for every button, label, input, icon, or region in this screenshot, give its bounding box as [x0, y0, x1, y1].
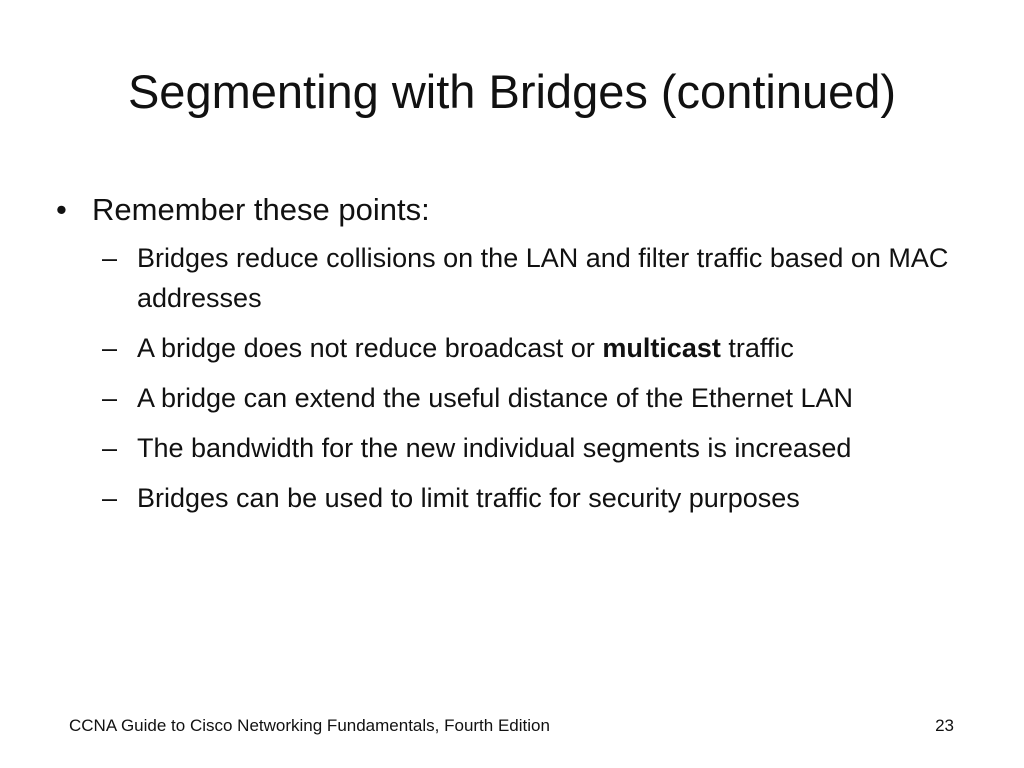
sub-bullet-text: A bridge can extend the useful distance of the Ethernet LAN	[137, 383, 853, 413]
dash-glyph: –	[102, 243, 118, 273]
dash-glyph: –	[102, 433, 118, 463]
bullet-glyph: •	[56, 192, 67, 227]
dash-glyph: –	[102, 383, 118, 413]
sub-bullet-text: Bridges can be used to limit traffic for security purposes	[137, 483, 800, 513]
sub-bullet-item	[56, 428, 956, 468]
bullet-item	[56, 190, 956, 230]
dash-glyph: –	[102, 333, 118, 363]
footer-page-number: 23	[935, 716, 954, 735]
sub-bullet-item	[56, 378, 956, 418]
dash-glyph: –	[102, 483, 118, 513]
sub-bullet-list	[56, 238, 956, 518]
sub-bullet-text: The bandwidth for the new individual segments is increased	[137, 433, 852, 463]
sub-bullet-text: A bridge does not reduce broadcast or	[137, 333, 603, 363]
sub-bullet-text: Bridges reduce collisions on the LAN and filter traffic based on MAC addresses	[137, 243, 949, 313]
sub-bullet-text-tail: traffic	[720, 333, 794, 363]
slide-title: Segmenting with Bridges (continued)	[127, 65, 897, 118]
sub-bullet-item	[56, 478, 956, 518]
footer-book-title: CCNA Guide to Cisco Networking Fundamentals, Fourth Edition	[69, 716, 550, 735]
sub-bullet-item	[56, 238, 956, 318]
sub-bullet-item	[56, 328, 956, 368]
bullet-text: Remember these points:	[92, 192, 430, 227]
emphasis-text: multicast	[602, 333, 721, 363]
slide-body	[56, 190, 956, 528]
